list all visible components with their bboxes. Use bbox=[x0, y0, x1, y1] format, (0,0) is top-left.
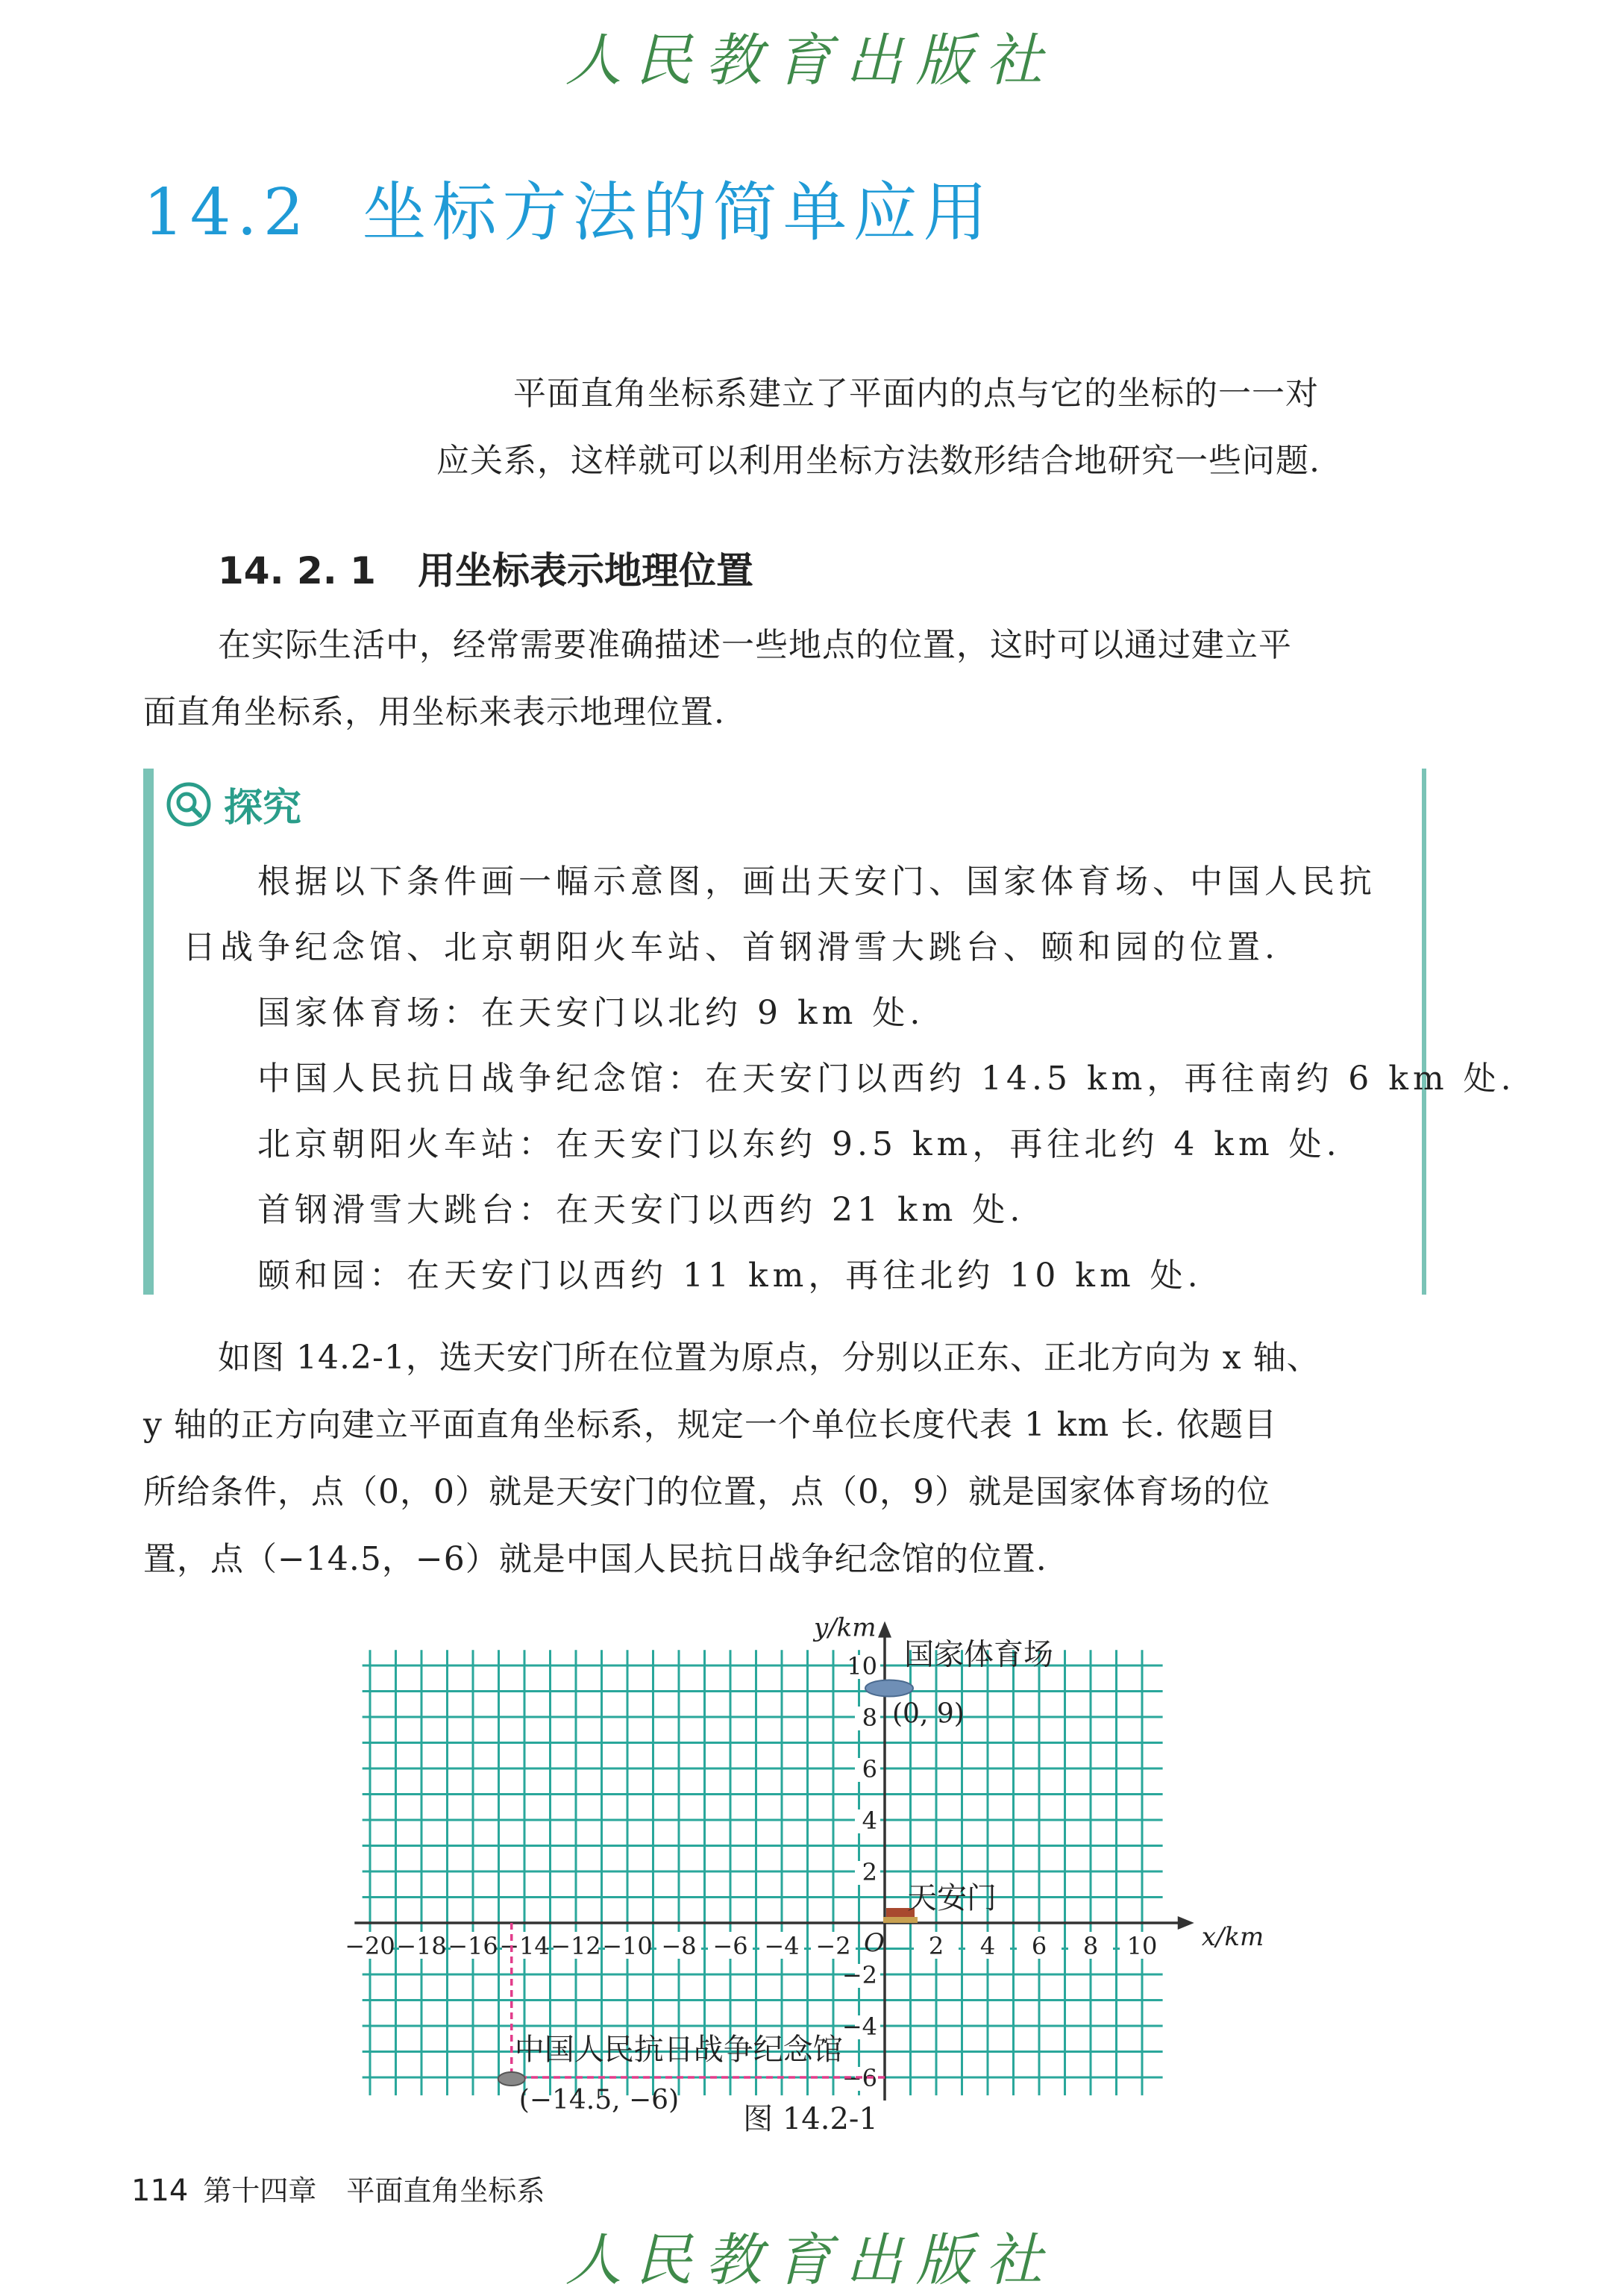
x-tick-label: −16 bbox=[448, 1932, 498, 1960]
explore-line-7: 颐和园：在天安门以西约 11 km，再往北约 10 km 处. bbox=[257, 1257, 1203, 1295]
paragraph2-line-3: 所给条件，点（0，0）就是天安门的位置，点（0，9）就是国家体育场的位 bbox=[143, 1473, 1270, 1511]
x-tick-label: −14 bbox=[499, 1932, 550, 1960]
paragraph1-line-1: 在实际生活中，经常需要准确描述一些地点的位置，这时可以通过建立平 bbox=[218, 626, 1292, 664]
x-tick-label: −6 bbox=[712, 1932, 748, 1960]
paragraph1-line-2: 面直角坐标系，用坐标来表示地理位置. bbox=[143, 693, 725, 731]
y-tick-label: −2 bbox=[841, 1961, 877, 1989]
x-axis-arrow bbox=[1178, 1916, 1194, 1930]
x-tick-label: 6 bbox=[1031, 1932, 1047, 1960]
paragraph2-line-2: y 轴的正方向建立平面直角坐标系，规定一个单位长度代表 1 km 长. 依题目 bbox=[143, 1406, 1278, 1444]
point-coordinate-label: (−14.5, −6) bbox=[518, 2085, 680, 2115]
section-title-text: 坐标方法的简单应用 bbox=[362, 175, 994, 250]
y-tick-label: 6 bbox=[862, 1755, 877, 1783]
point-name-label: 中国人民抗日战争纪念馆 bbox=[514, 2033, 843, 2067]
y-tick-label: −6 bbox=[841, 2064, 877, 2092]
x-tick-label: 8 bbox=[1082, 1932, 1099, 1960]
intro-line-1: 平面直角坐标系建立了平面内的点与它的坐标的一一对 bbox=[513, 375, 1319, 413]
explore-title: 探究 bbox=[224, 786, 302, 830]
x-tick-label: −8 bbox=[661, 1932, 697, 1960]
intro-line-2: 应关系，这样就可以利用坐标方法数形结合地研究一些问题. bbox=[436, 442, 1320, 480]
x-tick-label: −10 bbox=[602, 1932, 653, 1960]
y-tick-label: 8 bbox=[862, 1704, 877, 1732]
x-tick-label: −18 bbox=[396, 1932, 447, 1960]
chapter-number: 第十四章 bbox=[203, 2174, 317, 2207]
y-axis-arrow bbox=[878, 1621, 891, 1638]
page-number: 114 bbox=[131, 2174, 189, 2208]
x-tick-label: −4 bbox=[764, 1932, 800, 1960]
y-axis-label: y/km bbox=[814, 1612, 877, 1643]
x-tick-label: 4 bbox=[979, 1932, 996, 1960]
explore-line-6: 首钢滑雪大跳台：在天安门以西约 21 km 处. bbox=[257, 1191, 1025, 1229]
x-axis-label: x/km bbox=[1201, 1922, 1264, 1952]
explore-line-1: 根据以下条件画一幅示意图，画出天安门、国家体育场、中国人民抗 bbox=[257, 863, 1376, 901]
explore-line-3: 国家体育场：在天安门以北约 9 km 处. bbox=[257, 994, 925, 1032]
x-tick-label: 2 bbox=[928, 1932, 944, 1960]
origin-label: O bbox=[864, 1928, 885, 1958]
explore-line-4: 中国人民抗日战争纪念馆：在天安门以西约 14.5 km，再往南约 6 km 处. bbox=[257, 1060, 1516, 1098]
x-tick-label: −2 bbox=[815, 1932, 851, 1960]
y-tick-label: 10 bbox=[847, 1652, 877, 1680]
tiananmen-marker-base bbox=[883, 1917, 918, 1923]
stadium-marker bbox=[865, 1680, 913, 1697]
x-tick-label: 10 bbox=[1126, 1932, 1158, 1960]
paragraph2-line-1: 如图 14.2-1，选天安门所在位置为原点，分别以正东、正北方向为 x 轴、 bbox=[218, 1339, 1320, 1377]
x-tick-label: −12 bbox=[551, 1932, 601, 1960]
point-name-label: 国家体育场 bbox=[904, 1637, 1053, 1672]
explore-line-5: 北京朝阳火车站：在天安门以东约 9.5 km，再往北约 4 km 处. bbox=[257, 1125, 1341, 1163]
chapter-title: 平面直角坐标系 bbox=[346, 2174, 545, 2207]
y-tick-label: −4 bbox=[841, 2012, 877, 2041]
museum-marker bbox=[498, 2072, 525, 2086]
explore-line-2: 日战争纪念馆、北京朝阳火车站、首钢滑雪大跳台、颐和园的位置. bbox=[183, 928, 1279, 966]
section-number: 14.2 bbox=[143, 175, 310, 250]
point-name-label: 天安门 bbox=[907, 1881, 997, 1915]
point-coordinate-label: (0, 9) bbox=[892, 1698, 965, 1730]
publisher-watermark-top: 人民教育出版社 bbox=[565, 27, 1056, 93]
publisher-watermark-bottom: 人民教育出版社 bbox=[565, 2227, 1056, 2293]
y-tick-label: 4 bbox=[862, 1807, 877, 1835]
page-footer bbox=[131, 2168, 545, 2209]
subsection-title: 用坐标表示地理位置 bbox=[417, 549, 753, 592]
paragraph2-line-4: 置，点（−14.5，−6）就是中国人民抗日战争纪念馆的位置. bbox=[143, 1540, 1047, 1578]
y-tick-label: 2 bbox=[862, 1858, 877, 1886]
figure-caption: 图 14.2-1 bbox=[743, 2102, 878, 2136]
subsection-number: 14. 2. 1 bbox=[218, 549, 376, 592]
x-tick-label: −20 bbox=[345, 1932, 395, 1960]
